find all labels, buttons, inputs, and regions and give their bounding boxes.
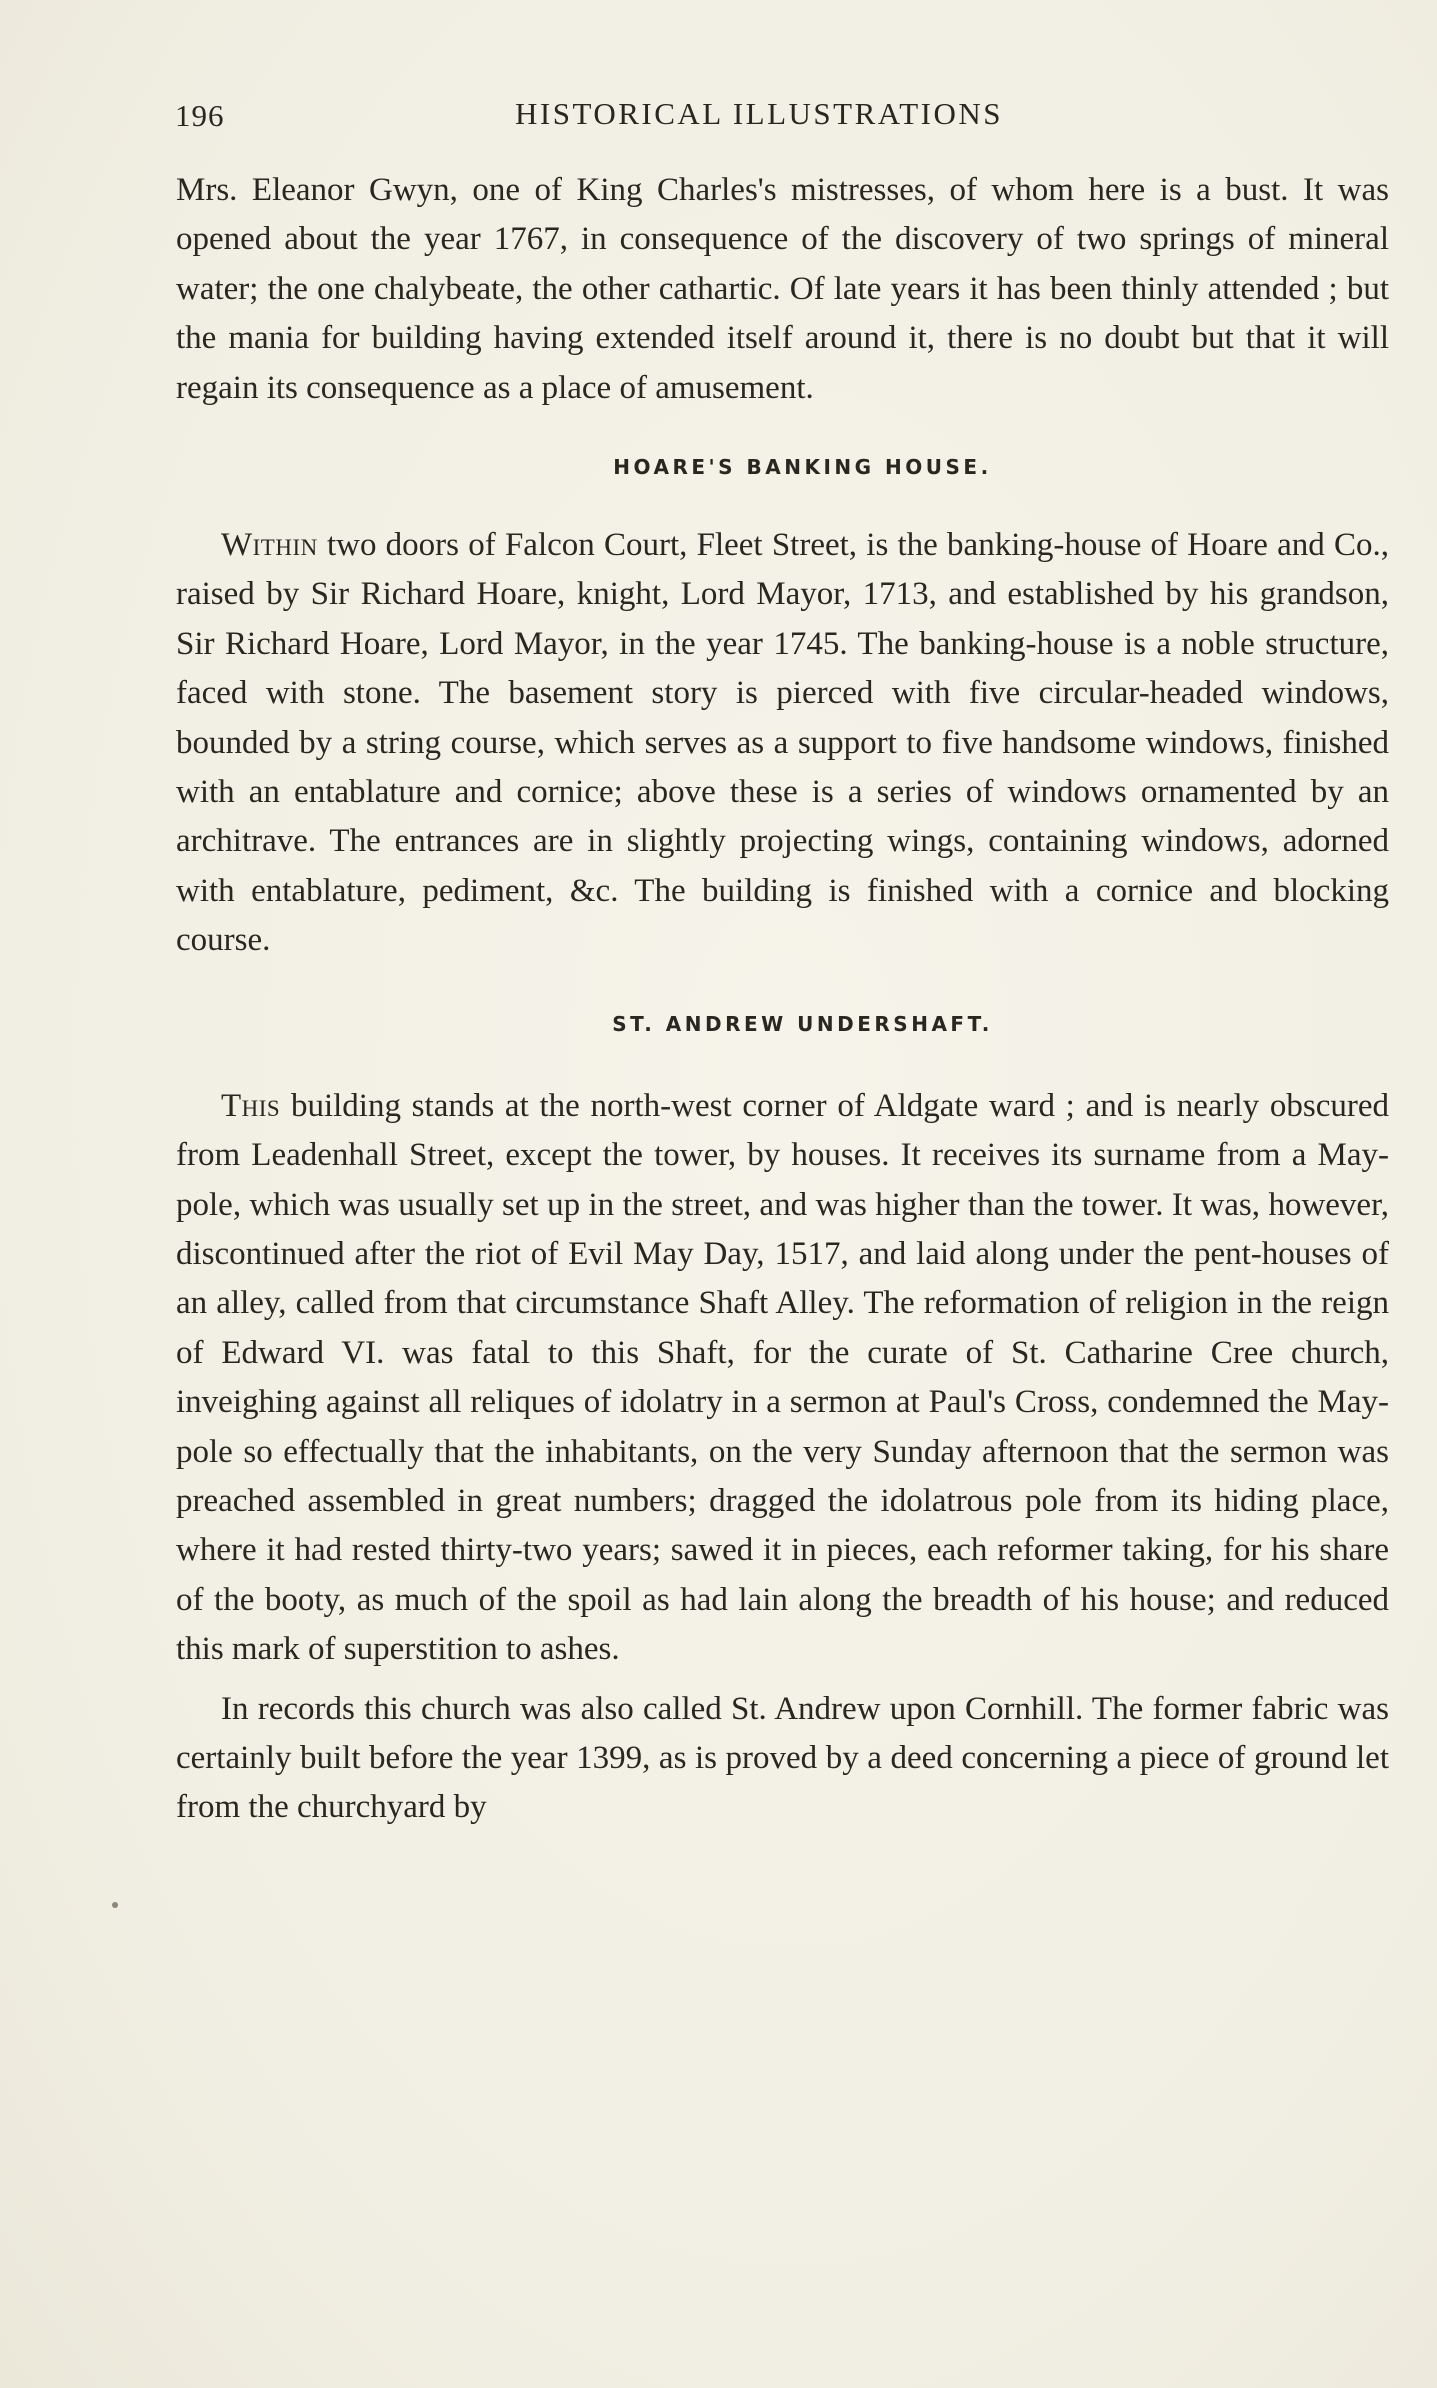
running-title: HISTORICAL ILLUSTRATIONS	[515, 96, 1003, 131]
st-andrew-paragraph-text: building stands at the north-west corner of Aldgate ward ; and is nearly obscured from Leadenhall Street, except the tower, by houses. It receives its surname from a May-pole, which was usually set up in the street, and was higher than the tower. It was, however, discontinued after the riot of Evil May Day, 1517, and laid along under the pent-houses of an alley, called from that circumstance Shaft Alley. The reformation of religion in the reign of Edward VI. was fatal to this Shaft, for the curate of St. Catharine Cree church, inveighing against all reliques of idolatry in a sermon at Paul's Cross, condemned the May-pole so effectually that the inhabitants, on the very Sunday afternoon that the sermon was preached assembled in great numbers; dragged the idolatrous pole from its hiding place, where it had rested thirty-two years; sawed it in pieces, each reformer taking, for his share of the booty, as much of the spoil as had lain along the breadth of his house; and reduced this mark of superstition to ashes.	[176, 1087, 1389, 1668]
intro-paragraph: Mrs. Eleanor Gwyn, one of King Charles's mistresses, of whom here is a bust. It was opened about the year 1767, in consequence of the discovery of two springs of mineral water; the one chalybeate, the other cathartic. Of late years it has been thinly attended ; but the mania for building having extended itself around it, there is no doubt but that it will regain its consequence as a place of amusement.	[176, 172, 1389, 406]
section-heading-hoare: HOARE'S BANKING HOUSE.	[613, 455, 992, 480]
margin-speck	[112, 1902, 118, 1908]
hoare-lead-word: Within	[221, 527, 318, 564]
page-header	[175, 98, 1390, 138]
section-heading-st-andrew: ST. ANDREW UNDERSHAFT.	[612, 1011, 993, 1036]
hoare-paragraph	[176, 521, 1389, 966]
page-number: 196	[175, 98, 225, 133]
st-andrew-lead-word: This	[221, 1087, 281, 1124]
st-andrew-paragraph	[176, 1082, 1389, 1675]
st-andrew-paragraph-2: In records this church was also called St. Andrew upon Cornhill. The former fabric was certainly built before the year 1399, as is proved by a deed concerning a piece of ground let from the churchyard by	[176, 1690, 1389, 1826]
page-body	[176, 166, 1389, 1833]
hoare-paragraph-text: two doors of Falcon Court, Fleet Street, is the banking-house of Hoare and Co., raised by Sir Richard Hoare, knight, Lord Mayor, 1713, and established by his grandson, Sir Richard Hoare, Lord Mayor, in the year 1745. The banking-house is a noble structure, faced with stone. The basement story is pierced with five circular-headed windows, bounded by a string course, which serves as a support to five handsome windows, finished with an entablature and cornice; above these is a series of windows ornamented by an architrave. The entrances are in slightly projecting wings, containing windows, adorned with entablature, pediment, &c. The building is finished with a cornice and blocking course.	[176, 527, 1389, 959]
